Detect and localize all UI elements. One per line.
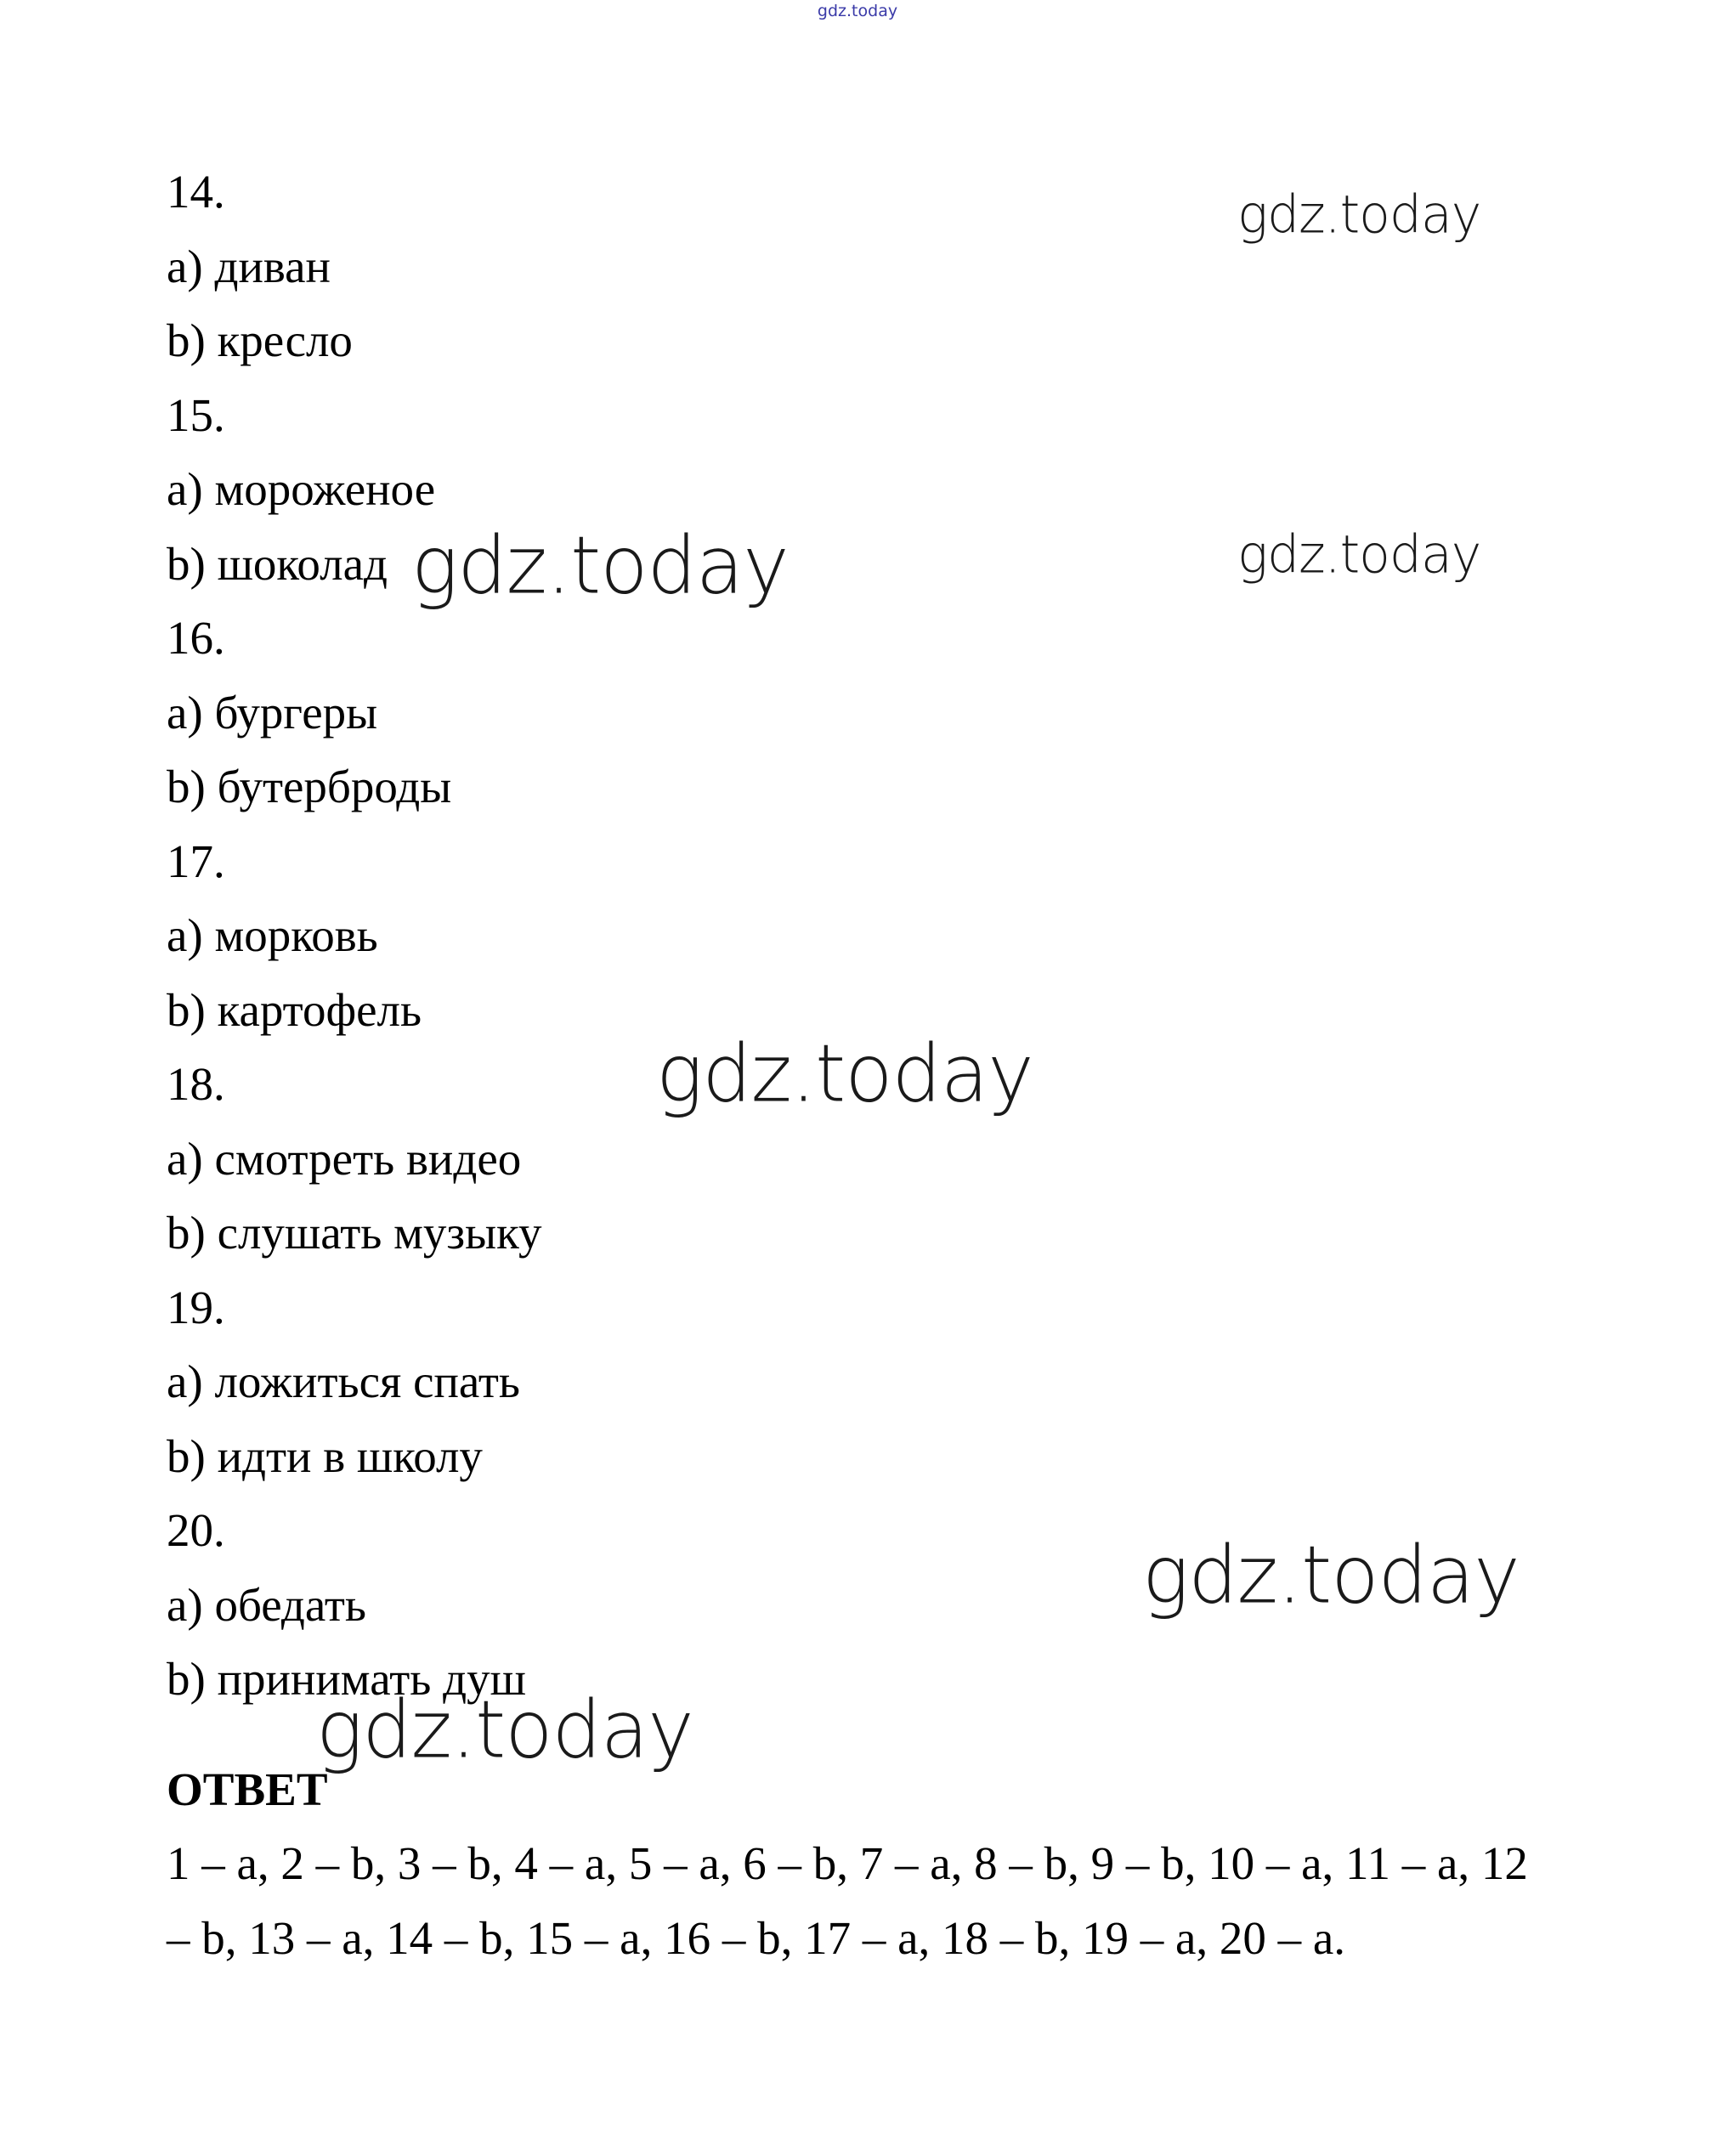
option-a: a) морковь [167, 909, 378, 961]
header-watermark: gdz.today [817, 2, 898, 20]
option-a: a) смотреть видео [167, 1132, 522, 1185]
answer-heading: ОТВЕТ [167, 1763, 328, 1815]
option-b: b) шоколад [167, 537, 388, 590]
option-a: a) мороженое [167, 463, 436, 515]
watermark: gdz.today [656, 1027, 1033, 1121]
option-b: b) принимать душ [167, 1653, 526, 1705]
item-number: 15. [167, 388, 225, 441]
option-a: a) ложиться спать [167, 1355, 521, 1407]
watermark: gdz.today [411, 518, 789, 613]
option-b: b) слушать музыку [167, 1207, 542, 1259]
option-a: a) диван [167, 240, 331, 292]
answer-text: 1 – a, 2 – b, 3 – b, 4 – a, 5 – a, 6 – b, 7 – a, 8 – b, 9 – b, 10 – a, 11 – a, 12 – b, 13 – a, 14 – b, 15 – a, 16 – b, 17 – a, 18 – b, 19 – a, 20 – a. [167, 1837, 1528, 1964]
option-a: a) бургеры [167, 686, 378, 738]
option-b: b) картофель [167, 983, 422, 1036]
watermark: gdz.today [1142, 1528, 1520, 1622]
item-number: 16. [167, 612, 225, 664]
option-b: b) бутерброды [167, 761, 452, 812]
item-number: 20. [167, 1504, 225, 1556]
item-number: 19. [167, 1281, 225, 1333]
watermark: gdz.today [316, 1683, 693, 1777]
watermark: gdz.today [1237, 524, 1481, 586]
watermark: gdz.today [1237, 184, 1481, 246]
option-b: b) идти в школу [167, 1429, 483, 1482]
item-number: 14. [167, 166, 225, 218]
item-number: 17. [167, 835, 225, 887]
option-b: b) кресло [167, 314, 353, 366]
option-a: a) обедать [167, 1578, 367, 1631]
item-number: 18. [167, 1058, 225, 1110]
